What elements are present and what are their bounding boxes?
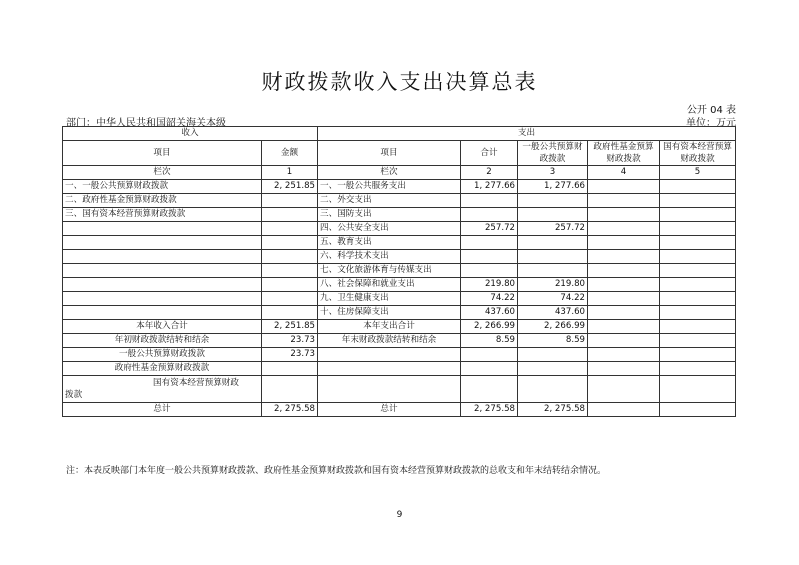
expense-item: 十、住房保障支出 <box>318 306 461 320</box>
expense-total: 1, 277.66 <box>461 180 518 194</box>
expense-general <box>518 236 588 250</box>
expense-total: 219.80 <box>461 278 518 292</box>
expense-total: 437.60 <box>461 306 518 320</box>
carry-in-label: 年初财政拨款结转和结余 <box>63 334 262 348</box>
carry-in-state-label-line2: 拨款 <box>65 390 83 400</box>
expense-total-label: 本年支出合计 <box>318 320 461 334</box>
income-amount <box>262 264 318 278</box>
expense-total: 74.22 <box>461 292 518 306</box>
income-item <box>63 264 262 278</box>
expense-state-capital <box>660 278 736 292</box>
expense-general <box>518 194 588 208</box>
income-item <box>63 292 262 306</box>
income-item <box>63 250 262 264</box>
table-row <box>63 236 736 250</box>
expense-gov-fund <box>588 250 660 264</box>
carry-in-general-label: 一般公共预算财政拨款 <box>63 348 262 362</box>
expense-general: 219.80 <box>518 278 588 292</box>
col-label: 栏次 <box>63 166 262 180</box>
col-num-4: 4 <box>588 166 660 180</box>
table-row <box>63 306 736 320</box>
col-num-2: 2 <box>461 166 518 180</box>
expense-gov-fund <box>588 236 660 250</box>
grand-total-label: 总计 <box>63 403 262 417</box>
income-item: 二、政府性基金预算财政拨款 <box>63 194 262 208</box>
income-amount: 2, 251.85 <box>262 180 318 194</box>
expense-total-value: 2, 266.99 <box>461 320 518 334</box>
department-label: 部门：中华人民共和国韶关海关本级 <box>66 118 226 129</box>
table-row <box>63 222 736 236</box>
carry-out-total: 8.59 <box>461 334 518 348</box>
income-total-label: 本年收入合计 <box>63 320 262 334</box>
carry-in-value: 23.73 <box>262 334 318 348</box>
expense-general <box>518 250 588 264</box>
unit-label: 单位：万元 <box>686 118 736 129</box>
expense-gov-fund <box>588 208 660 222</box>
expense-total: 257.72 <box>461 222 518 236</box>
income-header: 收入 <box>63 127 318 141</box>
table-row <box>63 264 736 278</box>
carry-in-gov-label: 政府性基金预算财政拨款 <box>63 362 262 376</box>
gov-fund-header: 政府性基金预算财政拨款 <box>588 141 660 166</box>
col-num-3: 3 <box>518 166 588 180</box>
expense-state-capital <box>660 236 736 250</box>
expense-total <box>461 264 518 278</box>
expense-gov-fund <box>588 180 660 194</box>
footnote: 注：本表反映部门本年度一般公共预算财政拨款、政府性基金预算财政拨款和国有资本经营预算财政拨款的总收支和年末结转结余情况。 <box>66 466 607 476</box>
table-row <box>63 292 736 306</box>
income-amount <box>262 208 318 222</box>
expense-state-capital <box>660 222 736 236</box>
income-item <box>63 236 262 250</box>
income-amount <box>262 194 318 208</box>
income-total-value: 2, 251.85 <box>262 320 318 334</box>
summary-table <box>62 126 736 417</box>
expense-gov-fund <box>588 264 660 278</box>
table-row <box>63 194 736 208</box>
expense-state-capital <box>660 264 736 278</box>
income-item <box>63 306 262 320</box>
expense-general: 74.22 <box>518 292 588 306</box>
income-item: 三、国有资本经营预算财政拨款 <box>63 208 262 222</box>
income-item <box>63 222 262 236</box>
expense-item: 九、卫生健康支出 <box>318 292 461 306</box>
expense-total <box>461 236 518 250</box>
expense-item: 三、国防支出 <box>318 208 461 222</box>
carry-in-general-value: 23.73 <box>262 348 318 362</box>
expense-general <box>518 208 588 222</box>
col-num-5: 5 <box>660 166 736 180</box>
expense-gov-fund <box>588 306 660 320</box>
state-capital-header: 国有资本经营预算财政拨款 <box>660 141 736 166</box>
expense-general-total: 2, 266.99 <box>518 320 588 334</box>
income-amount <box>262 250 318 264</box>
carry-row <box>63 334 736 348</box>
expense-general <box>518 264 588 278</box>
col-num-1: 1 <box>262 166 318 180</box>
table-row <box>63 278 736 292</box>
expense-general: 257.72 <box>518 222 588 236</box>
expense-item: 八、社会保障和就业支出 <box>318 278 461 292</box>
expense-state-capital <box>660 250 736 264</box>
expense-state-capital <box>660 180 736 194</box>
grand-total-row <box>63 403 736 417</box>
income-expense-total-row <box>63 320 736 334</box>
income-amount <box>262 236 318 250</box>
table-row <box>63 208 736 222</box>
expense-state-capital <box>660 208 736 222</box>
grand-total-general: 2, 275.58 <box>518 403 588 417</box>
total-header: 合计 <box>461 141 518 166</box>
grand-total-income: 2, 275.58 <box>262 403 318 417</box>
expense-gov-fund <box>588 278 660 292</box>
table-row <box>63 250 736 264</box>
expense-total <box>461 208 518 222</box>
income-amount <box>262 292 318 306</box>
grand-total-ex-label: 总计 <box>318 403 461 417</box>
expense-total <box>461 250 518 264</box>
expense-general: 1, 277.66 <box>518 180 588 194</box>
carry-in-general-row <box>63 348 736 362</box>
income-item: 一、一般公共预算财政拨款 <box>63 180 262 194</box>
expense-item-header: 项目 <box>318 141 461 166</box>
col-label: 栏次 <box>318 166 461 180</box>
expense-item: 六、科学技术支出 <box>318 250 461 264</box>
income-amount <box>262 278 318 292</box>
income-item-header: 项目 <box>63 141 262 166</box>
expense-header: 支出 <box>318 127 736 141</box>
carry-in-state-label-line1: 国有资本经营预算财政 <box>153 378 239 388</box>
carry-out-label: 年末财政拨款结转和结余 <box>318 334 461 348</box>
grand-total-expense: 2, 275.58 <box>461 403 518 417</box>
carry-out-general: 8.59 <box>518 334 588 348</box>
table-row <box>63 180 736 194</box>
income-item <box>63 278 262 292</box>
carry-in-gov-row <box>63 362 736 376</box>
expense-state-capital <box>660 194 736 208</box>
form-number: 公开 04 表 <box>686 105 736 116</box>
expense-state-capital <box>660 292 736 306</box>
expense-total <box>461 194 518 208</box>
expense-general: 437.60 <box>518 306 588 320</box>
page-number: 9 <box>396 510 403 520</box>
expense-state-capital <box>660 306 736 320</box>
carry-in-state-label <box>63 376 262 403</box>
income-amount-header: 金额 <box>262 141 318 166</box>
expense-item: 五、教育支出 <box>318 236 461 250</box>
income-amount <box>262 306 318 320</box>
general-budget-header: 一般公共预算财政拨款 <box>518 141 588 166</box>
expense-gov-fund <box>588 292 660 306</box>
expense-item: 一、一般公共服务支出 <box>318 180 461 194</box>
expense-item: 四、公共安全支出 <box>318 222 461 236</box>
expense-gov-fund <box>588 194 660 208</box>
carry-in-state-row <box>63 376 736 403</box>
expense-item: 二、外交支出 <box>318 194 461 208</box>
income-amount <box>262 222 318 236</box>
expense-item: 七、文化旅游体育与传媒支出 <box>318 264 461 278</box>
page-title: 财政拨款收入支出决算总表 <box>261 70 538 94</box>
expense-gov-fund <box>588 222 660 236</box>
